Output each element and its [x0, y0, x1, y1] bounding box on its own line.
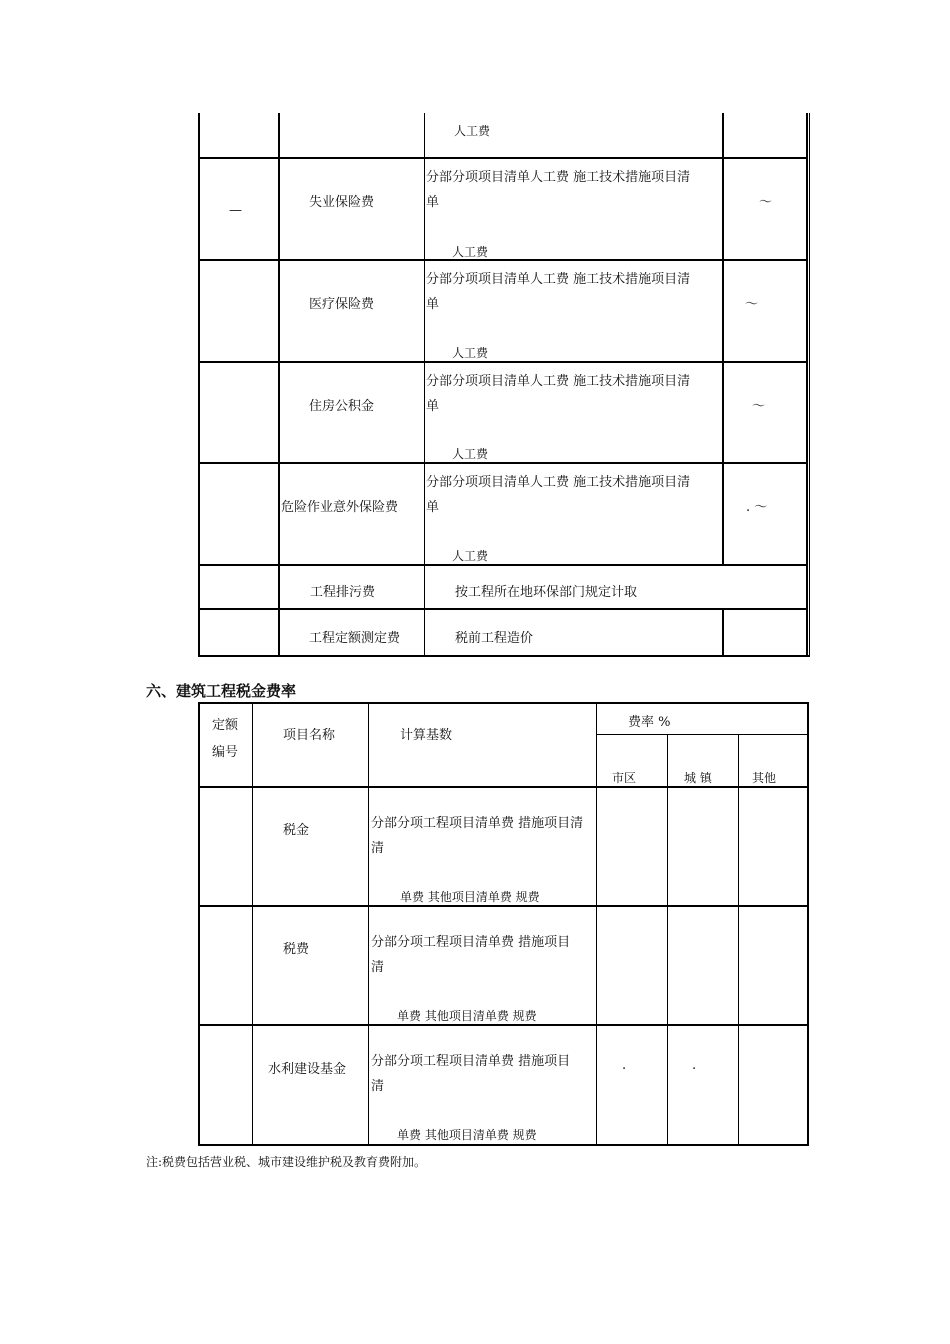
row1-name: 失业保险费 — [309, 195, 375, 210]
row4-basis-line2: 单 — [426, 500, 440, 515]
sewage-fee-basis: 按工程所在地环保部门规定计取 — [455, 585, 638, 600]
tax-row2-basis-line2: 清 — [371, 960, 385, 975]
table2-header-bottom — [198, 786, 809, 788]
header-code-line1: 定额 — [212, 718, 239, 733]
quota-fee-name: 工程定额测定费 — [309, 631, 401, 646]
row2-basis-line1: 分部分项项目清单人工费 施工技术措施项目清 — [426, 272, 691, 287]
table1-col2-divider — [424, 113, 425, 657]
tax-row3-city-rate: . — [622, 1058, 627, 1073]
table1-row-line — [198, 608, 808, 610]
row4-name: 危险作业意外保险费 — [281, 500, 399, 515]
header-city: 市区 — [612, 771, 637, 785]
table2-col1-divider — [252, 702, 253, 1146]
table2-col5-divider — [738, 734, 739, 1146]
row3-basis-line1: 分部分项项目清单人工费 施工技术措施项目清 — [426, 374, 691, 389]
table1-col3-divider — [722, 113, 724, 566]
table2-right-border — [807, 702, 809, 1146]
table2-col3-divider — [596, 702, 597, 1146]
row1-basis-line2: 单 — [426, 195, 440, 210]
section6-heading: 六、建筑工程税金费率 — [146, 682, 297, 700]
row2-basis-line3: 人工费 — [452, 346, 489, 360]
table1-right-border — [806, 113, 808, 657]
table2-top-border — [198, 702, 809, 704]
row4-basis-line1: 分部分项项目清单人工费 施工技术措施项目清 — [426, 475, 691, 490]
tax-row1-basis-line3: 单费 其他项目清单费 规费 — [400, 890, 540, 904]
row1-rate: ～ — [759, 195, 773, 210]
header-town: 城 镇 — [684, 771, 712, 785]
row1-basis-line1: 分部分项项目清单人工费 施工技术措施项目清 — [426, 170, 691, 185]
tax-row1-basis-line2: 清 — [371, 841, 385, 856]
tax-row3-basis-line2: 清 — [371, 1079, 385, 1094]
table2-rate-subheader-line — [596, 734, 808, 735]
table1-right-border-outer — [809, 113, 810, 657]
row1-basis-line3: 人工费 — [452, 245, 489, 259]
table2-col4-divider — [667, 734, 668, 1146]
table2-col2-divider — [368, 702, 369, 1146]
sewage-fee-name: 工程排污费 — [310, 585, 376, 600]
tax-row3-town-rate: . — [692, 1058, 697, 1073]
table1-row-line — [198, 259, 808, 261]
row0-basis-tail: 人工费 — [454, 124, 491, 138]
tax-row2-basis-line3: 单费 其他项目清单费 规费 — [397, 1009, 537, 1023]
header-rate: 费率 % — [628, 715, 671, 730]
table1-col3-divider-bottom — [722, 610, 724, 657]
row1-code: — — [229, 203, 242, 218]
tax-row1-basis-line1: 分部分项工程项目清单费 措施项目清 — [371, 816, 584, 831]
table1-col1-divider — [278, 113, 280, 657]
row4-rate: . ～ — [746, 500, 768, 515]
tax-row3-basis-line3: 单费 其他项目清单费 规费 — [397, 1128, 537, 1142]
row4-basis-line3: 人工费 — [452, 549, 489, 563]
tax-row2-basis-line1: 分部分项工程项目清单费 措施项目 — [371, 935, 571, 950]
table2-row-line — [198, 1024, 809, 1026]
row3-basis-line2: 单 — [426, 399, 440, 414]
header-other: 其他 — [752, 771, 777, 785]
row2-name: 医疗保险费 — [309, 297, 375, 312]
header-item-name: 项目名称 — [283, 728, 336, 743]
tax-row3-name: 水利建设基金 — [268, 1062, 347, 1077]
table1-row-line — [198, 157, 808, 159]
row2-basis-line2: 单 — [426, 297, 440, 312]
table1-row-line — [198, 564, 808, 566]
table2-bottom-border — [198, 1144, 809, 1146]
tax-row2-name: 税费 — [283, 942, 310, 957]
table1-left-border — [198, 113, 200, 657]
table1-row-line — [198, 361, 808, 363]
header-code-line2: 编号 — [212, 745, 239, 760]
row3-rate: ～ — [752, 399, 766, 414]
tax-row1-name: 税金 — [283, 823, 310, 838]
tax-note: 注:税费包括营业税、城市建设维护税及教育费附加。 — [146, 1155, 427, 1169]
row2-rate: ～ — [745, 297, 759, 312]
quota-fee-basis: 税前工程造价 — [455, 631, 534, 646]
table2-left-border — [198, 702, 200, 1146]
table1-bottom-border — [198, 655, 810, 657]
tax-row3-basis-line1: 分部分项工程项目清单费 措施项目 — [371, 1054, 571, 1069]
table1-row-line — [198, 462, 808, 464]
table2-row-line — [198, 905, 809, 907]
row3-basis-line3: 人工费 — [452, 447, 489, 461]
header-basis: 计算基数 — [400, 728, 453, 743]
row3-name: 住房公积金 — [309, 399, 375, 414]
